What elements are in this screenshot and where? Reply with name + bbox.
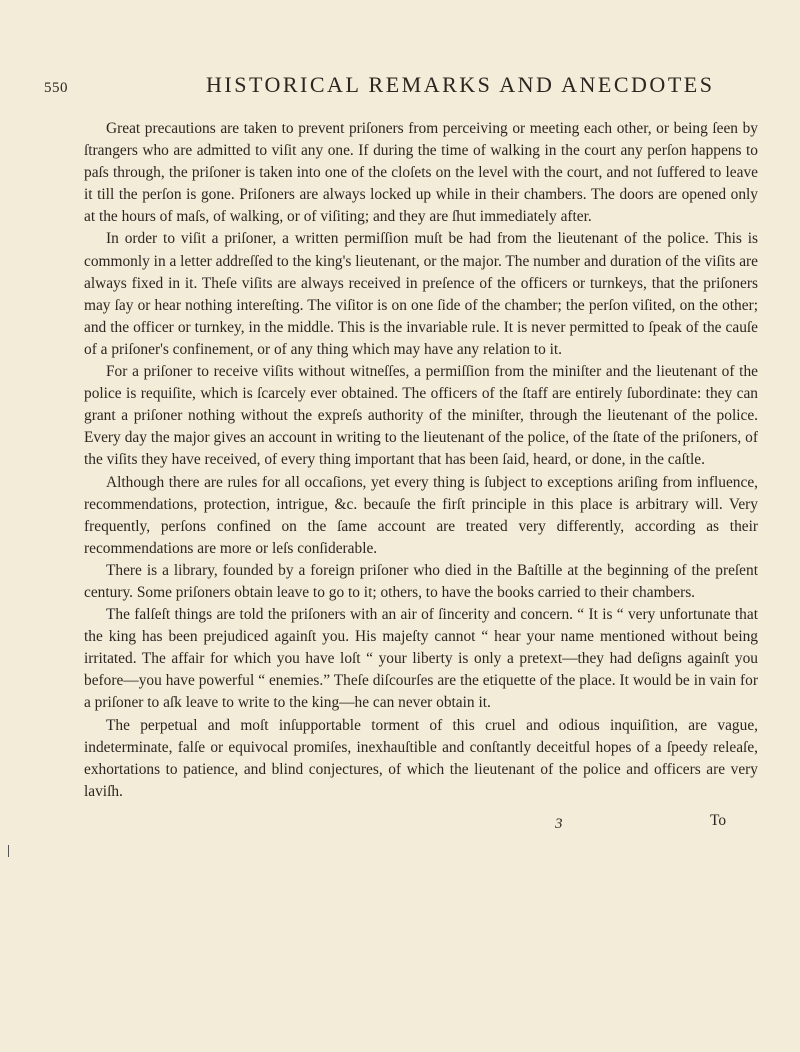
catchword: To bbox=[710, 812, 727, 829]
paragraph: For a priſoner to receive viſits without witneſſes, a permiſſion from the miniſter and the lieutenant of the police is requiſite, which is ſcarcely ever obtained. The officers of the ſtaff are entirely ſubordinate: they can grant a priſoner nothing without the expreſs authority of the miniſter, through the lieutenant of the police. Every day the major gives an account in writing to the lieutenant of the police, of the ſtate of the priſoners, of the viſits they have received, of every thing important that has been ſaid, heard, or done, in the caſtle. bbox=[84, 363, 758, 469]
paragraph: There is a library, founded by a foreign priſoner who died in the Baſtille at the beginning of the preſent century. Some priſoners obtain leave to go to it; others, to have the books carried to their chambers. bbox=[84, 561, 758, 601]
body-text bbox=[84, 118, 758, 803]
margin-mark bbox=[8, 845, 9, 857]
paragraph: The perpetual and moſt inſupportable torment of this cruel and odious inquiſition, are vague, indeterminate, falſe or equivocal promiſes, inexhauſtible and conſtantly deceitful hopes of a ſpeedy releaſe, exhortations to patience, and blind conjectures, of which the lieutenant of the police and officers are very laviſh. bbox=[84, 716, 758, 800]
paragraph: Although there are rules for all occaſions, yet every thing is ſubject to exceptions ariſing from influence, recommendations, protection, intrigue, &c. becauſe the firſt principle in this place is arbitrary will. Very frequently, perſons confined on the ſame account are treated very differently, according as their recommendations are more or leſs conſiderable. bbox=[84, 473, 758, 557]
page-footer bbox=[0, 812, 800, 852]
paragraph: The falſeſt things are told the priſoners with an air of ſincerity and concern. “ It is “ very unfortunate that the king has been prejudiced againſt you. His majeſty cannot “ hear your name mentioned without being irritated. The affair for which you have loſt “ your liberty is only a pretext—they had deſigns againſt you before—you have powerful “ enemies.” Theſe diſcourſes are the etiquette of the place. It would be in vain for a priſoner to aſk leave to write to the king—he can never obtain it. bbox=[84, 606, 758, 712]
paragraph: In order to viſit a priſoner, a written permiſſion muſt be had from the lieutenant of the police. This is commonly in a letter addreſſed to the king's lieutenant, or the major. The number and duration of the viſits are always fixed in it. Theſe viſits are always received in preſence of the officers or turnkeys, that the priſoners may ſay or hear nothing intereſting. The viſitor is on one ſide of the chamber; the perſon viſited, on the other; and the officer or turnkey, in the middle. This is the invariable rule. It is never permitted to ſpeak of the cauſe of a priſoner's confinement, or of any thing which may have any relation to it. bbox=[84, 230, 758, 358]
paragraph: Great precautions are taken to prevent priſoners from perceiving or meeting each other, or being ſeen by ſtrangers who are admitted to viſit any one. If during the time of walking in the court any perſon happens to paſs through, the priſoner is taken into one of the cloſets on the level with the court, and not ſuffered to leave it till the perſon is gone. Priſoners are always locked up while in their chambers. The doors are opened only at the hours of maſs, of walking, or of viſiting; and they are ſhut immediately after. bbox=[84, 120, 758, 226]
page-number: 550 bbox=[44, 80, 68, 96]
signature-mark: 3 bbox=[555, 816, 563, 832]
running-head: HISTORICAL REMARKS AND ANECDOTES bbox=[206, 72, 715, 97]
page-header bbox=[44, 72, 760, 112]
